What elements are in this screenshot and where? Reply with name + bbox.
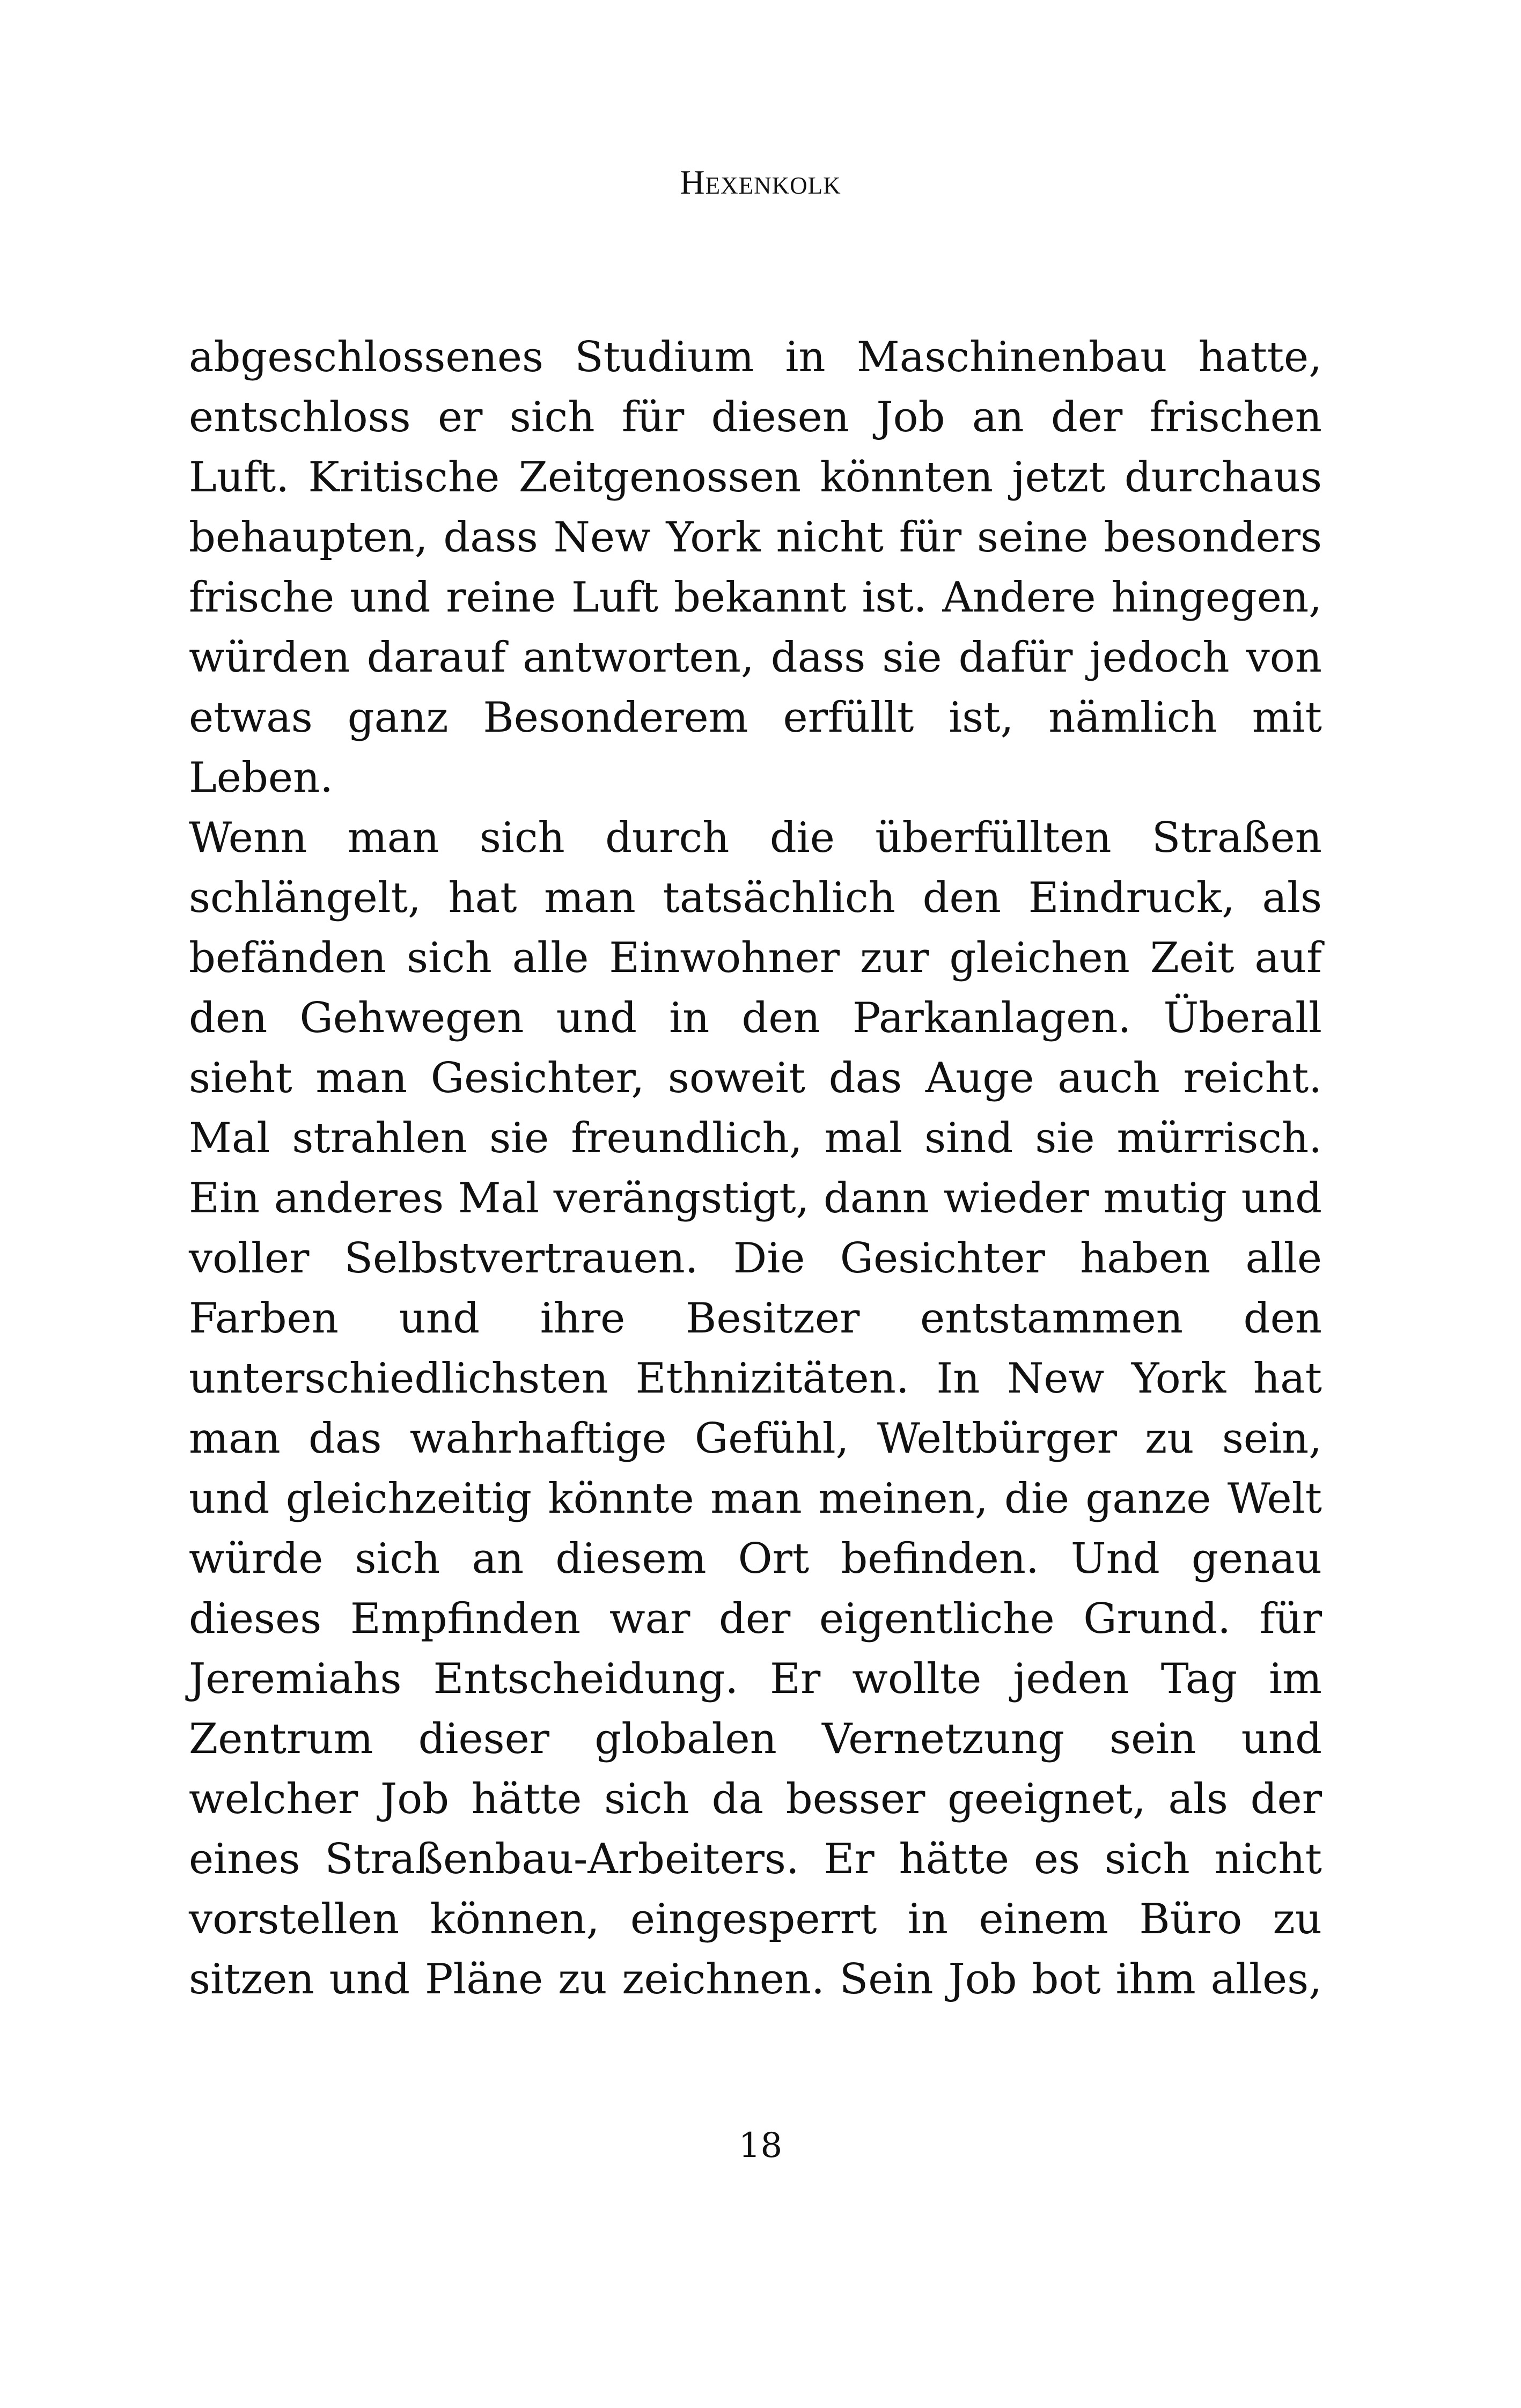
text-line: unterschiedlichsten Ethnizitäten. In New York hat: [189, 1354, 1322, 1403]
text-line: abgeschlossenes Studium in Maschinenbau hatte,: [189, 333, 1322, 381]
text-line: frische und reine Luft bekannt ist. Andere hingegen,: [189, 573, 1322, 622]
running-header: Hexenkolk: [680, 163, 841, 201]
text-line: sitzen und Pläne zu zeichnen. Sein Job bot ihm alles,: [189, 1955, 1322, 2004]
text-line: Ein anderes Mal verängstigt, dann wieder mutig und: [189, 1174, 1322, 1223]
page-number: 18: [738, 2126, 783, 2166]
text-line: Leben.: [189, 754, 334, 802]
text-line: und gleichzeitig könnte man meinen, die ganze Welt: [189, 1475, 1322, 1523]
text-line: würde sich an diesem Ort befinden. Und genau: [189, 1535, 1322, 1583]
text-line: dieses Empfinden war der eigentliche Grund. für: [189, 1595, 1322, 1643]
text-line: Zentrum dieser globalen Vernetzung sein und: [189, 1715, 1322, 1763]
text-line: befänden sich alle Einwohner zur gleichen Zeit auf: [189, 934, 1322, 982]
body-text: [189, 327, 1322, 2009]
text-line: etwas ganz Besonderem erfüllt ist, nämlich mit: [189, 694, 1322, 742]
text-line: Luft. Kritische Zeitgenossen könnten jetzt durchaus: [189, 453, 1322, 502]
text-line: entschloss er sich für diesen Job an der frischen: [189, 393, 1322, 441]
text-line: eines Straßenbau-Arbeiters. Er hätte es sich nicht: [189, 1835, 1322, 1883]
paragraph: [189, 327, 1322, 808]
text-line: würden darauf antworten, dass sie dafür jedoch von: [189, 634, 1322, 682]
text-line: Wenn man sich durch die überfüllten Straßen: [189, 814, 1322, 862]
text-line: behaupten, dass New York nicht für seine besonders: [189, 513, 1322, 562]
text-line: Farben und ihre Besitzer entstammen den: [189, 1294, 1322, 1343]
text-line: voller Selbstvertrauen. Die Gesichter haben alle: [189, 1234, 1322, 1283]
text-line: welcher Job hätte sich da besser geeignet, als der: [189, 1775, 1322, 1823]
text-line: Mal strahlen sie freundlich, mal sind sie mürrisch.: [189, 1114, 1322, 1162]
text-line: Jeremiahs Entscheidung. Er wollte jeden Tag im: [189, 1655, 1322, 1703]
text-line: man das wahrhaftige Gefühl, Weltbürger zu sein,: [189, 1415, 1322, 1463]
text-line: sieht man Gesichter, soweit das Auge auch reicht.: [189, 1054, 1322, 1102]
text-line: schlängelt, hat man tatsächlich den Eindruck, als: [189, 874, 1322, 922]
text-line: den Gehwegen und in den Parkanlagen. Überall: [189, 994, 1322, 1042]
paragraph: [189, 808, 1322, 2009]
text-line: vorstellen können, eingesperrt in einem Büro zu: [189, 1895, 1322, 1943]
